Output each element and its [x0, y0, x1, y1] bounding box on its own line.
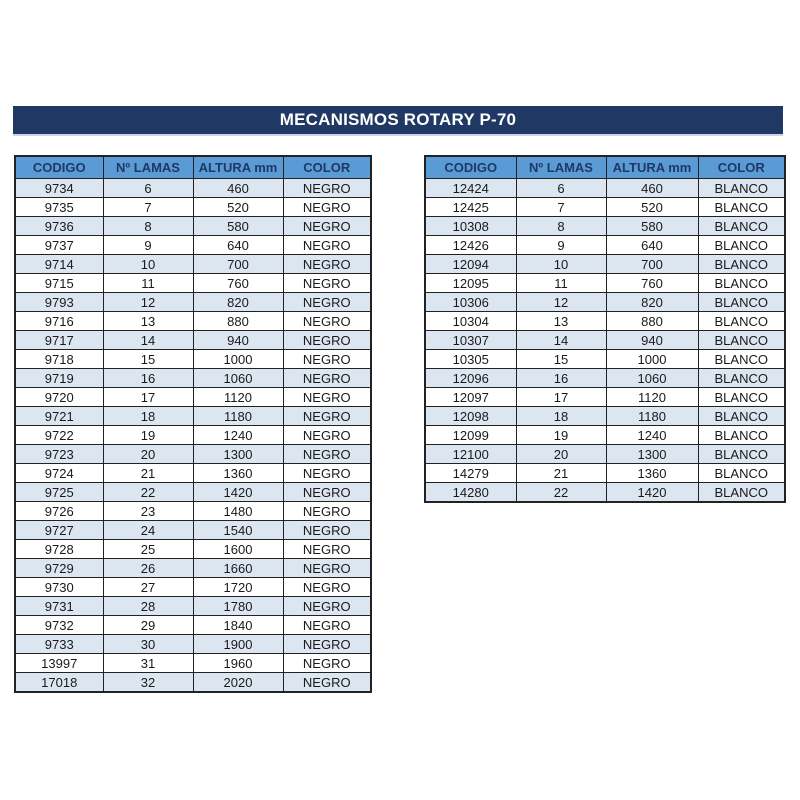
table-row	[15, 654, 371, 673]
table-cell: 1660	[193, 559, 283, 578]
table-blanco	[424, 155, 784, 503]
header-row	[425, 156, 785, 179]
table-cell: 10306	[425, 293, 516, 312]
table-row	[15, 179, 371, 198]
table-cell: NEGRO	[283, 597, 371, 616]
table-cell: 1060	[193, 369, 283, 388]
table-row	[15, 635, 371, 654]
table-cell: BLANCO	[698, 407, 785, 426]
table-row	[15, 597, 371, 616]
table-cell: 9736	[15, 217, 103, 236]
table-cell: BLANCO	[698, 445, 785, 464]
table-row	[425, 312, 785, 331]
table-cell: 1240	[193, 426, 283, 445]
table-cell: NEGRO	[283, 578, 371, 597]
table-cell: 10	[103, 255, 193, 274]
column-header-altura: ALTURA mm	[606, 156, 698, 179]
table-cell: NEGRO	[283, 616, 371, 635]
table-cell: 16	[516, 369, 606, 388]
table-cell: 2020	[193, 673, 283, 693]
table-row	[15, 673, 371, 693]
table-cell: 1240	[606, 426, 698, 445]
table-cell: 460	[193, 179, 283, 198]
table-cell: 760	[193, 274, 283, 293]
table-cell: 9731	[15, 597, 103, 616]
table-row	[15, 369, 371, 388]
table-row	[15, 236, 371, 255]
table-cell: NEGRO	[283, 445, 371, 464]
table-cell: 12	[516, 293, 606, 312]
table-row	[425, 350, 785, 369]
table-cell: 21	[103, 464, 193, 483]
table-cell: BLANCO	[698, 350, 785, 369]
table-cell: 1300	[606, 445, 698, 464]
table-cell: 9726	[15, 502, 103, 521]
table-cell: 1300	[193, 445, 283, 464]
table-cell: BLANCO	[698, 236, 785, 255]
table-row	[425, 483, 785, 503]
table-cell: 8	[516, 217, 606, 236]
table-cell: 9735	[15, 198, 103, 217]
table-cell: NEGRO	[283, 407, 371, 426]
table-cell: 9793	[15, 293, 103, 312]
table-row	[15, 502, 371, 521]
table-cell: 700	[193, 255, 283, 274]
table-cell: NEGRO	[283, 312, 371, 331]
table-cell: 520	[193, 198, 283, 217]
table-cell: 10308	[425, 217, 516, 236]
table-cell: 17	[516, 388, 606, 407]
blanco-spec-table	[424, 155, 786, 503]
table-cell: 1600	[193, 540, 283, 559]
table-cell: NEGRO	[283, 198, 371, 217]
table-row	[425, 274, 785, 293]
table-cell: 10305	[425, 350, 516, 369]
table-row	[15, 616, 371, 635]
table-cell: NEGRO	[283, 179, 371, 198]
table-row	[425, 426, 785, 445]
table-cell: BLANCO	[698, 293, 785, 312]
table-cell: 9733	[15, 635, 103, 654]
table-cell: 940	[606, 331, 698, 350]
column-header-codigo: CODIGO	[15, 156, 103, 179]
table-cell: 9718	[15, 350, 103, 369]
table-cell: 10	[516, 255, 606, 274]
table-cell: 940	[193, 331, 283, 350]
table-row	[15, 464, 371, 483]
table-cell: NEGRO	[283, 635, 371, 654]
table-cell: 22	[516, 483, 606, 503]
table-cell: 13	[103, 312, 193, 331]
table-cell: 1180	[193, 407, 283, 426]
header-row	[15, 156, 371, 179]
table-cell: 640	[193, 236, 283, 255]
table-row	[15, 578, 371, 597]
table-cell: 1060	[606, 369, 698, 388]
table-cell: BLANCO	[698, 217, 785, 236]
table-row	[15, 274, 371, 293]
table-row	[15, 331, 371, 350]
table-row	[15, 388, 371, 407]
table-row	[15, 293, 371, 312]
table-cell: 1120	[606, 388, 698, 407]
table-row	[425, 445, 785, 464]
table-cell: 1900	[193, 635, 283, 654]
table-cell: 1360	[193, 464, 283, 483]
table-cell: 1720	[193, 578, 283, 597]
table-cell: 9734	[15, 179, 103, 198]
table-cell: 8	[103, 217, 193, 236]
table-cell: NEGRO	[283, 540, 371, 559]
table-cell: 12096	[425, 369, 516, 388]
table-row	[425, 369, 785, 388]
table-cell: 1840	[193, 616, 283, 635]
table-cell: 12099	[425, 426, 516, 445]
table-cell: 12097	[425, 388, 516, 407]
table-cell: 14	[516, 331, 606, 350]
table-cell: 12098	[425, 407, 516, 426]
table-cell: 1420	[606, 483, 698, 503]
table-row	[425, 217, 785, 236]
table-cell: NEGRO	[283, 274, 371, 293]
table-row	[425, 179, 785, 198]
table-row	[15, 312, 371, 331]
table-cell: NEGRO	[283, 673, 371, 693]
table-row	[425, 198, 785, 217]
table-cell: 19	[516, 426, 606, 445]
table-cell: 760	[606, 274, 698, 293]
table-cell: 15	[103, 350, 193, 369]
table-row	[425, 255, 785, 274]
table-cell: 23	[103, 502, 193, 521]
table-cell: 26	[103, 559, 193, 578]
table-cell: BLANCO	[698, 255, 785, 274]
table-cell: 9722	[15, 426, 103, 445]
table-cell: 31	[103, 654, 193, 673]
table-cell: 28	[103, 597, 193, 616]
table-cell: 9732	[15, 616, 103, 635]
table-cell: 880	[193, 312, 283, 331]
table-row	[15, 198, 371, 217]
table-cell: 1540	[193, 521, 283, 540]
table-cell: 27	[103, 578, 193, 597]
table-cell: NEGRO	[283, 464, 371, 483]
table-row	[15, 521, 371, 540]
table-cell: NEGRO	[283, 483, 371, 502]
table-cell: 24	[103, 521, 193, 540]
column-header-color: COLOR	[698, 156, 785, 179]
table-cell: 9723	[15, 445, 103, 464]
table-row	[425, 331, 785, 350]
table-cell: 25	[103, 540, 193, 559]
table-cell: 700	[606, 255, 698, 274]
table-row	[15, 407, 371, 426]
table-cell: 9737	[15, 236, 103, 255]
table-cell: NEGRO	[283, 369, 371, 388]
table-cell: 9724	[15, 464, 103, 483]
table-cell: BLANCO	[698, 369, 785, 388]
table-cell: BLANCO	[698, 274, 785, 293]
table-row	[15, 426, 371, 445]
table-cell: 9	[103, 236, 193, 255]
table-row	[15, 483, 371, 502]
table-cell: BLANCO	[698, 198, 785, 217]
table-cell: 1120	[193, 388, 283, 407]
table-cell: NEGRO	[283, 350, 371, 369]
table-row	[425, 407, 785, 426]
table-cell: 580	[193, 217, 283, 236]
table-cell: BLANCO	[698, 312, 785, 331]
table-negro	[14, 155, 370, 693]
table-cell: 9728	[15, 540, 103, 559]
table-cell: 12426	[425, 236, 516, 255]
table-cell: NEGRO	[283, 426, 371, 445]
table-cell: 820	[606, 293, 698, 312]
table-cell: 16	[103, 369, 193, 388]
table-cell: 10307	[425, 331, 516, 350]
table-cell: 9	[516, 236, 606, 255]
table-cell: 9717	[15, 331, 103, 350]
table-cell: 9725	[15, 483, 103, 502]
table-cell: 9720	[15, 388, 103, 407]
table-cell: 580	[606, 217, 698, 236]
table-cell: NEGRO	[283, 255, 371, 274]
table-cell: 9715	[15, 274, 103, 293]
table-row	[15, 217, 371, 236]
table-row	[15, 255, 371, 274]
table-cell: 22	[103, 483, 193, 502]
table-cell: 29	[103, 616, 193, 635]
table-cell: 9729	[15, 559, 103, 578]
table-cell: 640	[606, 236, 698, 255]
column-header-lamas: Nº LAMAS	[103, 156, 193, 179]
table-cell: 11	[516, 274, 606, 293]
table-cell: 12424	[425, 179, 516, 198]
table-cell: 21	[516, 464, 606, 483]
table-row	[15, 445, 371, 464]
table-cell: BLANCO	[698, 426, 785, 445]
table-cell: 460	[606, 179, 698, 198]
table-row	[15, 559, 371, 578]
table-cell: 1420	[193, 483, 283, 502]
table-cell: 9716	[15, 312, 103, 331]
table-row	[15, 540, 371, 559]
table-cell: 1000	[606, 350, 698, 369]
table-cell: 1780	[193, 597, 283, 616]
table-cell: 820	[193, 293, 283, 312]
table-row	[425, 388, 785, 407]
table-cell: 17018	[15, 673, 103, 693]
table-cell: 7	[516, 198, 606, 217]
table-cell: 10304	[425, 312, 516, 331]
page-title: MECANISMOS ROTARY P-70	[13, 106, 783, 136]
table-cell: NEGRO	[283, 654, 371, 673]
table-cell: 15	[516, 350, 606, 369]
table-cell: NEGRO	[283, 502, 371, 521]
table-cell: 12095	[425, 274, 516, 293]
table-cell: 9721	[15, 407, 103, 426]
table-cell: 14	[103, 331, 193, 350]
table-cell: 6	[103, 179, 193, 198]
table-row	[425, 236, 785, 255]
table-cell: 20	[103, 445, 193, 464]
table-cell: 9730	[15, 578, 103, 597]
table-cell: 6	[516, 179, 606, 198]
column-header-altura: ALTURA mm	[193, 156, 283, 179]
table-cell: BLANCO	[698, 331, 785, 350]
table-cell: NEGRO	[283, 236, 371, 255]
table-cell: NEGRO	[283, 217, 371, 236]
table-cell: 1000	[193, 350, 283, 369]
table-cell: 12	[103, 293, 193, 312]
column-header-lamas: Nº LAMAS	[516, 156, 606, 179]
table-cell: 19	[103, 426, 193, 445]
table-cell: 18	[516, 407, 606, 426]
table-cell: 14280	[425, 483, 516, 503]
table-cell: NEGRO	[283, 388, 371, 407]
table-cell: 9714	[15, 255, 103, 274]
table-cell: 12425	[425, 198, 516, 217]
table-row	[15, 350, 371, 369]
table-cell: 12100	[425, 445, 516, 464]
table-cell: 7	[103, 198, 193, 217]
table-cell: 9719	[15, 369, 103, 388]
table-cell: 11	[103, 274, 193, 293]
negro-spec-table	[14, 155, 372, 693]
table-cell: NEGRO	[283, 559, 371, 578]
column-header-color: COLOR	[283, 156, 371, 179]
table-cell: 12094	[425, 255, 516, 274]
table-cell: 1180	[606, 407, 698, 426]
table-cell: 18	[103, 407, 193, 426]
table-cell: 17	[103, 388, 193, 407]
table-cell: 520	[606, 198, 698, 217]
table-cell: 32	[103, 673, 193, 693]
table-cell: 1360	[606, 464, 698, 483]
table-cell: BLANCO	[698, 179, 785, 198]
table-cell: 880	[606, 312, 698, 331]
table-cell: BLANCO	[698, 483, 785, 503]
table-cell: 30	[103, 635, 193, 654]
table-cell: 20	[516, 445, 606, 464]
table-cell: NEGRO	[283, 331, 371, 350]
table-row	[425, 293, 785, 312]
table-cell: 13997	[15, 654, 103, 673]
table-row	[425, 464, 785, 483]
table-cell: NEGRO	[283, 521, 371, 540]
table-cell: BLANCO	[698, 388, 785, 407]
table-cell: 13	[516, 312, 606, 331]
table-cell: 9727	[15, 521, 103, 540]
table-cell: 14279	[425, 464, 516, 483]
column-header-codigo: CODIGO	[425, 156, 516, 179]
table-cell: BLANCO	[698, 464, 785, 483]
table-cell: 1480	[193, 502, 283, 521]
table-cell: NEGRO	[283, 293, 371, 312]
table-cell: 1960	[193, 654, 283, 673]
